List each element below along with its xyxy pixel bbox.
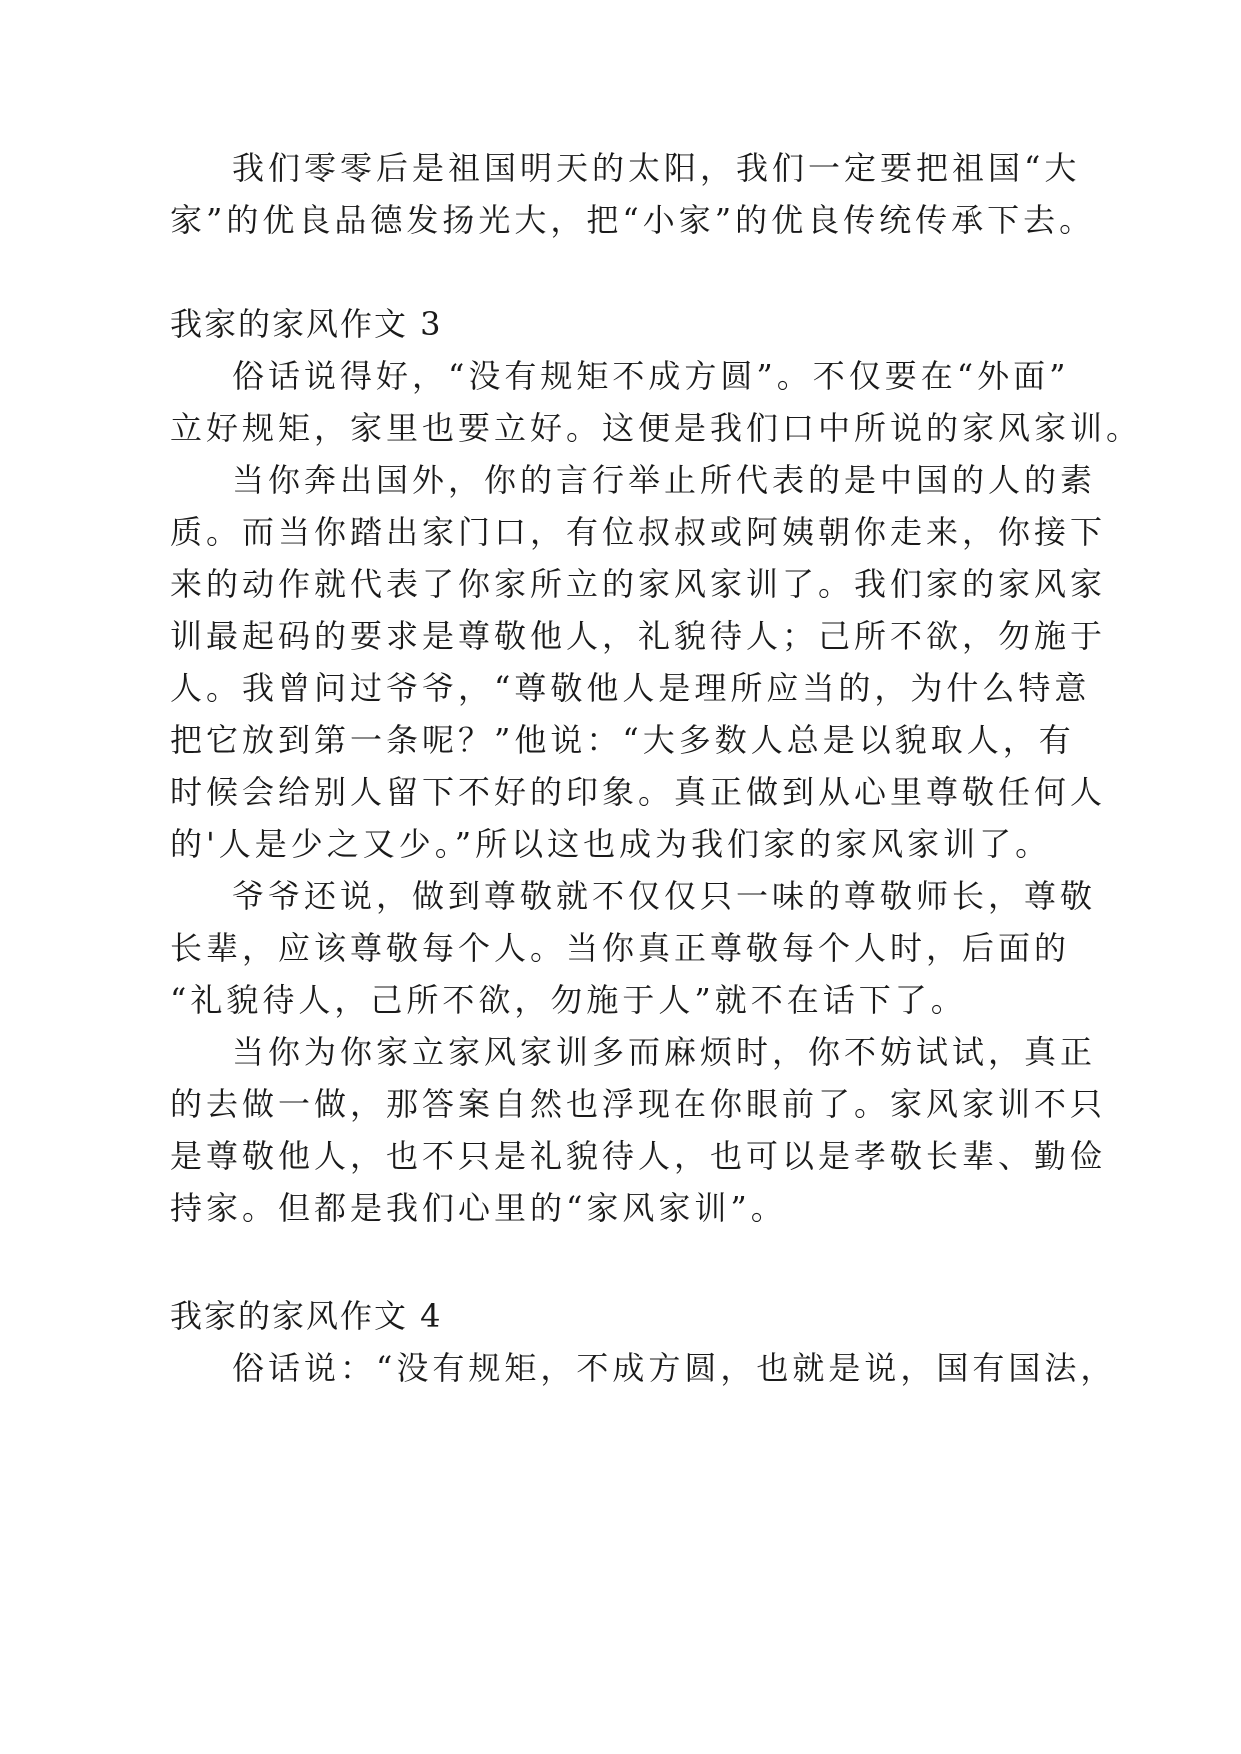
- text-line: “礼貌待人，己所不欲，勿施于人”就不在话下了。: [170, 981, 967, 1019]
- text-line: 训最起码的要求是尊敬他人，礼貌待人；己所不欲，勿施于: [170, 617, 1107, 655]
- text-line: 把它放到第一条呢？”他说：“大多数人总是以貌取人，有: [170, 721, 1075, 759]
- text-line: 立好规矩，家里也要立好。这便是我们口中所说的家风家训。: [170, 409, 1143, 447]
- text-line: 时候会给别人留下不好的印象。真正做到从心里尊敬任何人: [170, 773, 1107, 811]
- text-line: 俗话说：“没有规矩，不成方圆，也就是说，国有国法，: [232, 1349, 1117, 1387]
- section-heading-3: 我家的家风作文 3: [170, 305, 443, 343]
- text-line: 持家。但都是我们心里的“家风家训”。: [170, 1189, 787, 1227]
- text-line: 俗话说得好，“没有规矩不成方圆”。不仅要在“外面”: [232, 357, 1070, 395]
- text-line: 的'人是少之又少。”所以这也成为我们家的家风家训了。: [170, 825, 1052, 863]
- text-line: 人。我曾问过爷爷，“尊敬他人是理所应当的，为什么特意: [170, 669, 1091, 707]
- text-line: 质。而当你踏出家门口，有位叔叔或阿姨朝你走来，你接下: [170, 513, 1107, 551]
- text-line: 是尊敬他人，也不只是礼貌待人，也可以是孝敬长辈、勤俭: [170, 1137, 1107, 1175]
- text-line: 家”的优良品德发扬光大，把“小家”的优良传统传承下去。: [170, 201, 1096, 239]
- text-line: 的去做一做，那答案自然也浮现在你眼前了。家风家训不只: [170, 1085, 1107, 1123]
- text-line: 当你为你家立家风家训多而麻烦时，你不妨试试，真正: [232, 1033, 1097, 1071]
- section-heading-4: 我家的家风作文 4: [170, 1297, 443, 1335]
- text-line: 长辈，应该尊敬每个人。当你真正尊敬每个人时，后面的: [170, 929, 1071, 967]
- text-line: 爷爷还说，做到尊敬就不仅仅只一味的尊敬师长，尊敬: [232, 877, 1097, 915]
- text-line: 我们零零后是祖国明天的太阳，我们一定要把祖国“大: [232, 149, 1081, 187]
- text-line: 来的动作就代表了你家所立的家风家训了。我们家的家风家: [170, 565, 1107, 603]
- text-line: 当你奔出国外，你的言行举止所代表的是中国的人的素: [232, 461, 1097, 499]
